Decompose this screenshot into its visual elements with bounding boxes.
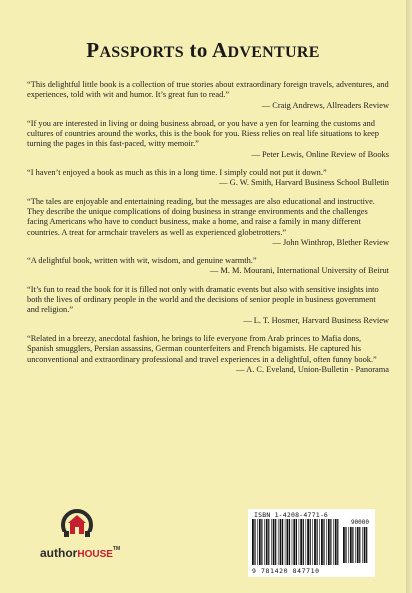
review-7	[27, 334, 389, 375]
review-quote: “A delightful book, written with wit, wisdom, and genuine warmth.”	[27, 256, 257, 266]
review-quote: “I haven’t enjoyed a book as much as this in a long time. I simply could not put it down.”	[27, 168, 327, 178]
review-attribution: — A. C. Eveland, Union-Bulletin - Panorama	[236, 364, 389, 374]
review-quote: “Related in a breezy, anecdotal fashion, he brings to life everyone from Arab princes to Mafia dons, Spanish smugglers, Persian assassins, German counterfeiters and French bigamists. He captured his unconventional and extraordinary professional and travel experiences in a delightful, often funny book.”	[27, 333, 377, 364]
review-quote: “It’s fun to read the book for it is filled not only with dramatic events but also with sensitive insights into both the lives of ordinary people in the world and the decisions of senior people in business government and religion.”	[27, 284, 379, 315]
barcode-bars	[252, 519, 340, 567]
publisher-logo	[40, 508, 120, 578]
review-list	[27, 80, 389, 383]
publisher-name: authorHOUSE™	[40, 546, 121, 560]
price-barcode-bars	[343, 527, 369, 565]
review-quote: “The tales are enjoyable and entertaining reading, but the messages are also educational and instructive. They describe the unique complications of doing business in strange environments and the challenges facing Americans who have to conduct business, make a home, and raise a family in many different countries. A treat for armchair travelers as well as experienced globetrotters.”	[27, 196, 375, 237]
review-quote: “This delightful little book is a collection of true stories about extraordinary foreign travels, adventures, and experiences, told with wit and humor. It’s great fun to read.”	[27, 80, 389, 100]
price-code: 90000	[350, 519, 369, 526]
review-2	[27, 119, 389, 160]
barcode	[248, 509, 375, 577]
review-4	[27, 197, 389, 248]
review-5	[27, 256, 389, 277]
review-1	[27, 80, 389, 111]
book-title: PASSPORTS to ADVENTURE	[86, 38, 320, 62]
review-attribution: — John Winthrop, Blether Review	[272, 237, 389, 247]
review-attribution: — L. T. Hosmer, Harvard Business Review	[243, 315, 389, 325]
review-3	[27, 168, 389, 189]
barcode-digits: 9 781420 847710	[252, 567, 320, 575]
review-attribution: — Craig Andrews, Allreaders Review	[261, 100, 389, 110]
authorhouse-logo-icon	[60, 508, 94, 542]
review-quote: “If you are interested in living or doing business abroad, or you have a yen for learning the customs and cultures of countries around the works, this is the book for you. Riess relies on real life situations to keep turning the pages in this fast-paced, witty memoir.”	[27, 118, 379, 149]
review-attribution: — G. W. Smith, Harvard Business School Bulletin	[219, 178, 389, 188]
review-6	[27, 285, 389, 326]
isbn-label: ISBN 1-4208-4771-6	[254, 511, 329, 519]
review-attribution: — M. M. Mourani, International University of Beirut	[209, 266, 389, 276]
spine-edge	[406, 0, 412, 593]
review-attribution: — Peter Lewis, Online Review of Books	[251, 149, 389, 159]
